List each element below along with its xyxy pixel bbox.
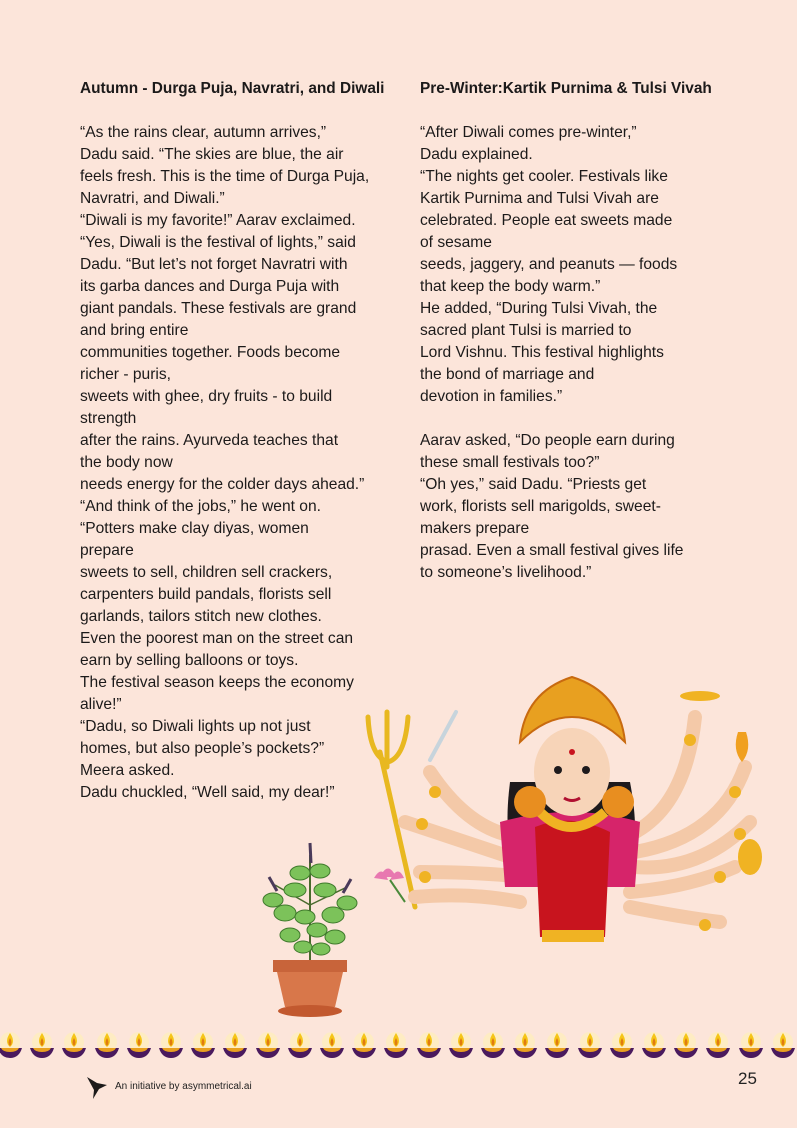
diya-icon — [0, 1030, 23, 1060]
lotus — [374, 869, 404, 881]
waist-belt — [542, 930, 604, 942]
diya-icon — [480, 1030, 506, 1060]
diya-icon — [673, 1030, 699, 1060]
mace — [738, 839, 762, 875]
pot-saucer — [278, 1005, 342, 1017]
diya-icon — [641, 1030, 667, 1060]
diya-icon — [287, 1030, 313, 1060]
tulsi-plant-icon — [255, 835, 365, 1020]
diya-icon — [29, 1030, 55, 1060]
pot-rim — [273, 960, 347, 972]
saree — [535, 821, 610, 937]
section-heading-pre-winter: Pre-Winter:Kartik Purnima & Tulsi Vivah — [420, 80, 712, 97]
left-column — [80, 78, 400, 804]
earring-right — [602, 786, 634, 818]
diya-icon — [94, 1030, 120, 1060]
initiative-text: An initiative by asymmetrical.ai — [115, 1081, 252, 1092]
sword — [430, 712, 456, 760]
diya-icon — [255, 1030, 281, 1060]
diya-icon — [544, 1030, 570, 1060]
tulsi-leaves — [263, 855, 357, 960]
diya-border — [0, 1030, 797, 1060]
diya-icon — [319, 1030, 345, 1060]
section-heading-autumn: Autumn - Durga Puja, Navratri, and Diwali — [80, 80, 385, 97]
diya-icon — [705, 1030, 731, 1060]
diya-icon — [126, 1030, 152, 1060]
page-number: 25 — [738, 1069, 757, 1088]
diya-icon — [416, 1030, 442, 1060]
diya-icon — [383, 1030, 409, 1060]
pot-body — [277, 972, 343, 1007]
diya-icon — [158, 1030, 184, 1060]
diya-icon — [609, 1030, 635, 1060]
diya-icon — [61, 1030, 87, 1060]
diya-icon — [351, 1030, 377, 1060]
diya-icon — [770, 1030, 796, 1060]
chakra-disc — [680, 691, 720, 701]
conch-flame — [736, 732, 749, 762]
right-column — [420, 78, 720, 584]
diya-icon — [512, 1030, 538, 1060]
bird-logo-icon — [85, 1075, 109, 1101]
section-body-autumn: “As the rains clear, autumn arrives,” Dadu said. “The skies are blue, the air feels fresh. This is the time of Durga Puja, Navratri, and Diwali.” “Diwali is my favorite!” Aarav exclaimed. “Yes, Diwali is the festival of lights,” said Dadu. “But let’s not forget Navratri with its garba dances and Durga Puja with giant pandals. These festivals are grand and bring entire communities together. Foods become richer - puris, sweets with ghee, dry fruits - to build strength after the rains. Ayurveda teaches that the body now needs energy for the colder days ahead.” “And think of the jobs,” he went on. “Potters make clay diyas, women prepare sweets to sell, children sell crackers, carpenters build pandals, florists sell garlands, tailors stitch new clothes. Even the poorest man on the street can earn by selling balloons or toys. The festival season keeps the economy alive!” “Dadu, so Diwali lights up not just homes, but also people’s pockets?” Meera asked. Dadu chuckled, “Well said, my dear!” — [80, 124, 370, 801]
diya-icon — [448, 1030, 474, 1060]
diya-icon — [577, 1030, 603, 1060]
diya-icon — [738, 1030, 764, 1060]
diya-icon — [222, 1030, 248, 1060]
diya-icon — [190, 1030, 216, 1060]
goddess-durga-icon — [360, 672, 780, 952]
earring-left — [514, 786, 546, 818]
section-body-pre-winter: “After Diwali comes pre-winter,” Dadu explained. “The nights get cooler. Festivals like Kartik Purnima and Tulsi Vivah are celebrated. People eat sweets made of sesame seeds, jaggery, and peanuts — foods that keep the body warm.” He added, “During Tulsi Vivah, the sacred plant Tulsi is married to Lord Vishnu. This festival highlights the bond of marriage and devotion in families.” Aarav asked, “Do people earn during these small festivals too?” “Oh yes,” said Dadu. “Priests get work, florists sell marigolds, sweet- makers prepare prasad. Even a small festival gives life to someone’s livelihood.” — [420, 124, 684, 581]
